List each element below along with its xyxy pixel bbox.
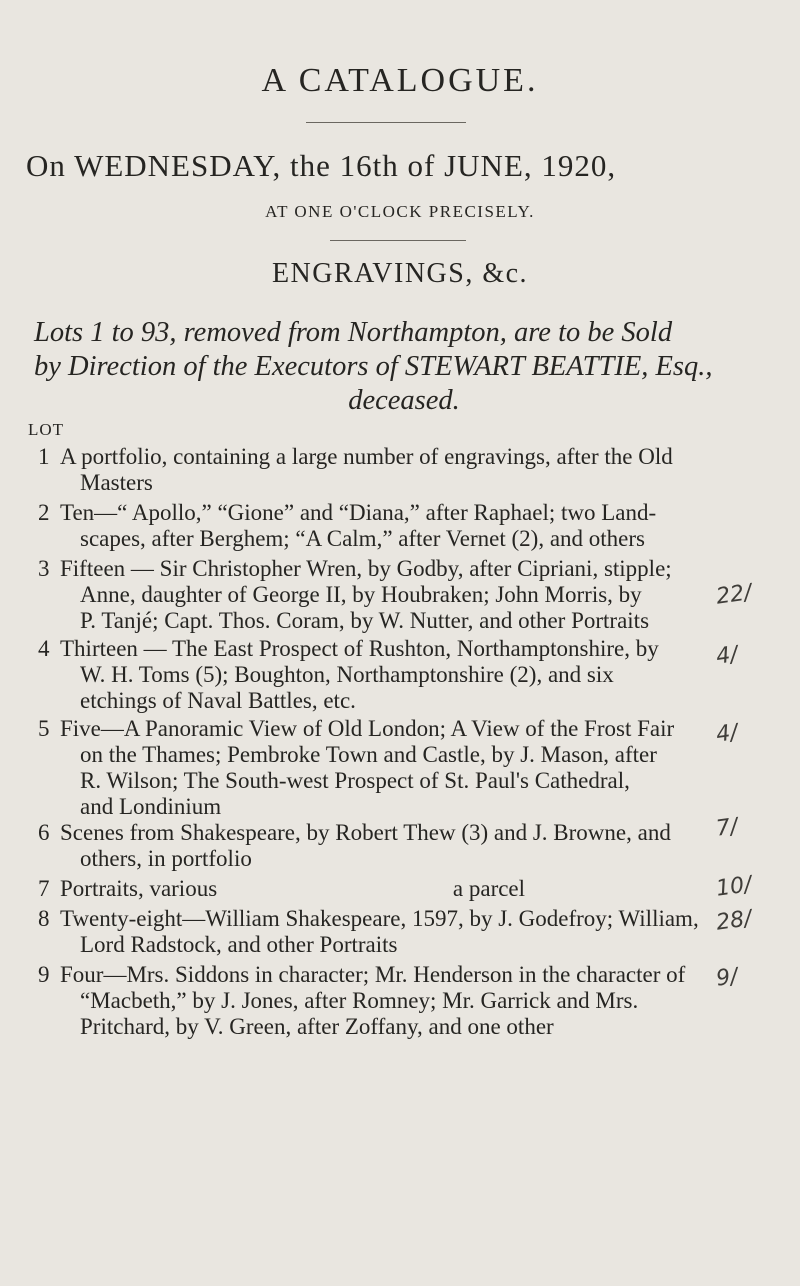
- lot-line: on the Thames; Pembroke Town and Castle, by J. Mason, after: [80, 742, 657, 767]
- lot-line: Anne, daughter of George II, by Houbraken; John Morris, by: [80, 582, 642, 607]
- lot-line: Five—A Panoramic View of Old London; A View of the Frost Fair: [60, 716, 675, 741]
- price-annotation: 9/: [714, 964, 740, 992]
- lot-line: Scenes from Shakespeare, by Robert Thew (3) and J. Browne, and: [60, 820, 671, 845]
- intro-line-3: deceased.: [348, 385, 460, 416]
- price-annotation: 22/: [714, 580, 754, 610]
- price-annotation: 28/: [714, 906, 754, 936]
- lot-description: [60, 962, 710, 1040]
- lot-line: Masters: [80, 470, 153, 495]
- price-annotation: 7/: [714, 814, 740, 842]
- lot-number: 3: [38, 556, 50, 581]
- title-rule: [306, 122, 466, 123]
- lot-number: 1: [38, 444, 50, 469]
- lot-number: 6: [38, 820, 50, 845]
- lot-number: 5: [38, 716, 50, 741]
- lot-line: P. Tanjé; Capt. Thos. Coram, by W. Nutter, and other Portraits: [80, 608, 650, 633]
- catalogue-title: A CATALOGUE.: [261, 62, 539, 99]
- lot-description: [60, 716, 710, 820]
- price-annotation: 4/: [714, 720, 740, 748]
- lot-line: W. H. Toms (5); Boughton, Northamptonshire (2), and six: [80, 662, 614, 687]
- sale-time-line: AT ONE O'CLOCK PRECISELY.: [265, 202, 535, 221]
- lot-description: [60, 820, 710, 872]
- lot-number: 4: [38, 636, 50, 661]
- price-annotation: 10/: [714, 872, 754, 902]
- lot-line: and Londinium: [80, 794, 222, 819]
- lot-description: [60, 444, 710, 496]
- lot-line: R. Wilson; The South-west Prospect of St. Paul's Cathedral,: [80, 768, 630, 793]
- lot-line: Twenty-eight—William Shakespeare, 1597, by J. Godefroy; William,: [60, 906, 699, 931]
- lot-line: others, in portfolio: [80, 846, 252, 871]
- lot-line: scapes, after Berghem; “A Calm,” after Vernet (2), and others: [80, 526, 645, 551]
- lot-line: etchings of Naval Battles, etc.: [80, 688, 356, 713]
- lot-line: Fifteen — Sir Christopher Wren, by Godby, after Cipriani, stipple;: [60, 556, 672, 581]
- lot-description: [60, 636, 710, 714]
- intro-line-1: Lots 1 to 93, removed from Northampton, are to be Sold: [34, 317, 673, 348]
- sale-date-line: On WEDNESDAY, the 16th of JUNE, 1920,: [26, 148, 617, 183]
- lot-line: Pritchard, by V. Green, after Zoffany, and one other: [80, 1014, 554, 1039]
- price-annotation: 4/: [714, 642, 740, 670]
- section-title: ENGRAVINGS, &c.: [271, 258, 529, 289]
- intro-line-2: by Direction of the Executors of STEWART BEATTIE, Esq.,: [34, 351, 713, 382]
- lot-number: 7: [38, 876, 50, 901]
- lot-number: 8: [38, 906, 50, 931]
- lot-description: [60, 906, 710, 958]
- lot-number: 9: [38, 962, 50, 987]
- time-rule: [330, 240, 466, 241]
- lot-number: 2: [38, 500, 50, 525]
- lot-description: [60, 500, 710, 552]
- lot-line: Four—Mrs. Siddons in character; Mr. Henderson in the character of: [60, 962, 686, 987]
- lot-line: Ten—“ Apollo,” “Gione” and “Diana,” after Raphael; two Land-: [60, 500, 657, 525]
- lot-line: Lord Radstock, and other Portraits: [80, 932, 398, 957]
- lot-line: Thirteen — The East Prospect of Rushton, Northamptonshire, by: [60, 636, 659, 661]
- lot-line: “Macbeth,” by J. Jones, after Romney; Mr. Garrick and Mrs.: [80, 988, 639, 1013]
- lot-column-header: LOT: [28, 420, 65, 439]
- lot-line: Portraits, various a parcel: [60, 876, 526, 901]
- intro-paragraph: [34, 316, 774, 418]
- lot-line: A portfolio, containing a large number of engravings, after the Old: [60, 444, 673, 469]
- lot-description: [60, 876, 710, 902]
- lot-description: [60, 556, 710, 634]
